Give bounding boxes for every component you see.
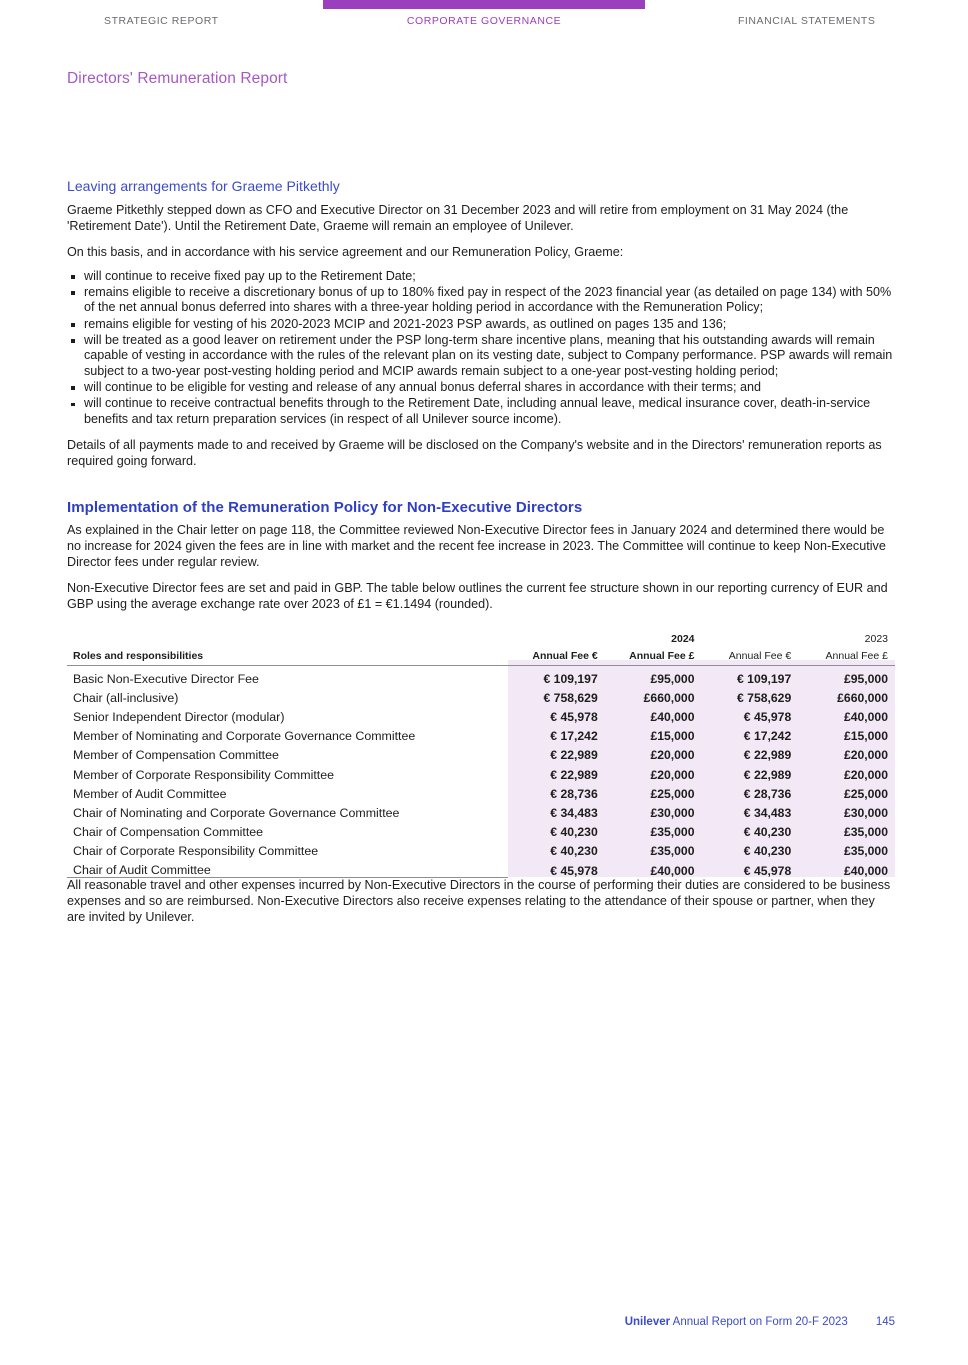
cell-eur-2024: € 17,242: [550, 729, 598, 744]
cell-eur-2023: € 758,629: [737, 690, 792, 705]
list-item: will be treated as a good leaver on retirement under the PSP long-term share incentive plans, meaning that his outstanding awards will remain capable of vesting in accordance with the rules of the relevant plan on its vesting date, subject to Company performance. PSP awards will remain subject to a two-year post-vesting holding period and MCIP awards remain subject to a one-year post-vesting holding period;: [67, 333, 895, 380]
heading-implementation-policy: Implementation of the Remuneration Policy for Non-Executive Directors: [67, 499, 583, 517]
table-row: [67, 705, 895, 724]
cell-gbp-2023: £15,000: [843, 729, 888, 744]
section-navigation-bar: [0, 0, 968, 40]
cell-gbp-2024: £40,000: [650, 709, 695, 724]
table-year-blank-2: [508, 629, 605, 647]
table-header-annual-fee-gbp-2023: Annual Fee £: [798, 647, 895, 666]
tab-indicator-strip: [0, 0, 968, 9]
cell-gbp-2024: £660,000: [643, 690, 695, 705]
list-leaving-terms: [67, 269, 895, 427]
cell-eur-2023: € 40,230: [743, 844, 792, 859]
cell-eur-2024: € 109,197: [543, 671, 598, 686]
table-row: [67, 858, 895, 878]
table-header-roles: Roles and responsibilities: [67, 647, 508, 666]
cell-eur-2024: € 40,230: [550, 825, 598, 840]
cell-role: Senior Independent Director (modular): [73, 709, 285, 724]
cell-eur-2024: € 40,230: [550, 844, 598, 859]
table-body: [67, 666, 895, 878]
cell-role: Member of Nominating and Corporate Governance Committee: [73, 729, 416, 744]
cell-eur-2024: € 758,629: [543, 690, 598, 705]
list-item: remains eligible for vesting of his 2020-2023 MCIP and 2021-2023 PSP awards, as outlined on pages 135 and 136;: [67, 317, 895, 333]
non-executive-director-fee-table: [67, 629, 895, 878]
footer-brand: Unilever: [624, 1316, 671, 1328]
cell-role: Chair of Compensation Committee: [73, 825, 264, 840]
cell-gbp-2024: £40,000: [650, 863, 695, 878]
cell-role: Basic Non-Executive Director Fee: [73, 671, 259, 686]
table-row: [67, 666, 895, 686]
table-year-blank-3: [702, 629, 799, 647]
cell-eur-2024: € 45,978: [550, 863, 598, 878]
paragraph-implementation-2: Non-Executive Director fees are set and paid in GBP. The table below outlines the current fee structure shown in our reporting currency of EUR and GBP using the average exchange rate over 2023 of £1 = €1.1494 (rounded).: [67, 581, 888, 611]
table-row: [67, 724, 895, 743]
cell-role: Chair (all-inclusive): [73, 690, 179, 705]
table-header-annual-fee-eur-2024: Annual Fee €: [508, 647, 605, 666]
table-column-header-row: [67, 647, 895, 666]
paragraph-leaving-intro: Graeme Pitkethly stepped down as CFO and Executive Director on 31 December 2023 and will retire from employment on 31 May 2024 (the 'Retirement Date'). Until the Retirement Date, Graeme will remain an employee of Unilever.: [67, 203, 849, 233]
main-content: [67, 178, 895, 936]
tab-strategic-report[interactable]: STRATEGIC REPORT: [104, 15, 219, 27]
table-header-annual-fee-eur-2023: Annual Fee €: [702, 647, 799, 666]
cell-role: Chair of Audit Committee: [67, 858, 508, 878]
page-footer: [0, 1316, 968, 1328]
page-title: Directors' Remuneration Report: [67, 70, 288, 87]
cell-gbp-2023: £95,000: [843, 671, 888, 686]
cell-gbp-2023: £40,000: [843, 709, 888, 724]
tab-corporate-governance[interactable]: CORPORATE GOVERNANCE: [406, 15, 562, 27]
cell-gbp-2023: £30,000: [843, 805, 888, 820]
footer-page-number: 145: [875, 1316, 895, 1328]
cell-eur-2023: € 22,989: [743, 767, 792, 782]
paragraph-leaving-closing: Details of all payments made to and received by Graeme will be disclosed on the Company's website and in the Directors' remuneration reports as required going forward.: [67, 438, 882, 468]
table-year-2024: 2024: [671, 633, 695, 646]
cell-gbp-2024: £35,000: [650, 844, 695, 859]
cell-gbp-2024: £25,000: [650, 786, 695, 801]
list-item: will continue to receive fixed pay up to the Retirement Date;: [67, 269, 895, 285]
table-row: [67, 839, 895, 858]
cell-eur-2023: € 40,230: [743, 825, 792, 840]
cell-gbp-2024: £15,000: [650, 729, 695, 744]
cell-eur-2024: € 34,483: [550, 805, 598, 820]
cell-gbp-2023: £40,000: [843, 863, 888, 878]
cell-eur-2023: € 22,989: [743, 748, 792, 763]
table-year-blank: [67, 629, 508, 647]
cell-eur-2024: € 22,989: [550, 748, 598, 763]
footer-report-text: Annual Report on Form 20-F 2023: [670, 1316, 848, 1328]
cell-eur-2023: € 28,736: [743, 786, 792, 801]
list-item: will continue to receive contractual benefits through to the Retirement Date, including annual leave, medical insurance cover, death-in-service benefits and tax return preparation services (in respect of all Unilever source income).: [67, 396, 895, 427]
cell-eur-2024: € 28,736: [550, 786, 598, 801]
list-item: remains eligible to receive a discretionary bonus of up to 180% fixed pay in respect of the 2023 financial year (as detailed on page 134) with 50% of the net annual bonus deferred into shares with a three-year holding period in accordance with the Remuneration Policy;: [67, 285, 895, 316]
cell-eur-2023: € 17,242: [743, 729, 792, 744]
cell-gbp-2023: £25,000: [843, 786, 888, 801]
cell-eur-2023: € 45,978: [743, 709, 792, 724]
tab-label-row: [0, 15, 968, 27]
table-row: [67, 762, 895, 781]
cell-gbp-2023: £35,000: [843, 825, 888, 840]
tab-indicator-financial-statements: [645, 0, 968, 9]
tab-indicator-corporate-governance: [323, 0, 646, 9]
table-header-annual-fee-gbp-2024: Annual Fee £: [605, 647, 702, 666]
cell-gbp-2024: £20,000: [650, 748, 695, 763]
cell-gbp-2023: £20,000: [843, 767, 888, 782]
heading-leaving-arrangements: Leaving arrangements for Graeme Pitkethly: [67, 178, 340, 194]
table-row: [67, 743, 895, 762]
cell-eur-2024: € 45,978: [550, 709, 598, 724]
cell-gbp-2024: £35,000: [650, 825, 695, 840]
paragraph-expenses-closing: All reasonable travel and other expenses incurred by Non-Executive Directors in the course of performing their duties are considered to be business expenses and so are reimbursed. Non-Executive Directors also receive expenses relating to the attendance of their spouse or partner, when they are invited by Unilever.: [67, 878, 891, 924]
fee-table-container: [67, 629, 895, 878]
paragraph-leaving-lead-in: On this basis, and in accordance with his service agreement and our Remuneration Policy, Graeme:: [67, 245, 624, 260]
table-year-header-row: [67, 629, 895, 647]
table-row: [67, 686, 895, 705]
cell-gbp-2023: £660,000: [837, 690, 888, 705]
cell-eur-2024: € 22,989: [550, 767, 598, 782]
list-item: will continue to be eligible for vesting and release of any annual bonus deferral shares in accordance with their terms; and: [67, 380, 895, 396]
cell-role: Chair of Nominating and Corporate Governance Committee: [73, 805, 400, 820]
cell-eur-2023: € 45,978: [743, 863, 792, 878]
cell-gbp-2024: £95,000: [650, 671, 695, 686]
cell-role: Member of Audit Committee: [73, 786, 227, 801]
cell-eur-2023: € 109,197: [737, 671, 792, 686]
table-row: [67, 820, 895, 839]
table-year-2023: 2023: [864, 633, 888, 646]
cell-gbp-2023: £20,000: [843, 748, 888, 763]
cell-eur-2023: € 34,483: [743, 805, 792, 820]
cell-gbp-2024: £20,000: [650, 767, 695, 782]
paragraph-implementation-1: As explained in the Chair letter on page 118, the Committee reviewed Non-Executive Director fees in January 2024 and determined there would be no increase for 2024 given the fees are in line with market and the recent fee increase in 2023. The Committee will continue to keep Non-Executive Director fees under regular review.: [67, 523, 886, 569]
table-row: [67, 801, 895, 820]
table-row: [67, 782, 895, 801]
tab-indicator-strategic-report: [0, 0, 323, 9]
tab-financial-statements[interactable]: FINANCIAL STATEMENTS: [737, 15, 876, 27]
cell-gbp-2023: £35,000: [843, 844, 888, 859]
cell-gbp-2024: £30,000: [650, 805, 695, 820]
cell-role: Chair of Corporate Responsibility Committee: [73, 844, 319, 859]
cell-role: Member of Compensation Committee: [73, 748, 279, 763]
cell-role: Member of Corporate Responsibility Committee: [73, 767, 334, 782]
